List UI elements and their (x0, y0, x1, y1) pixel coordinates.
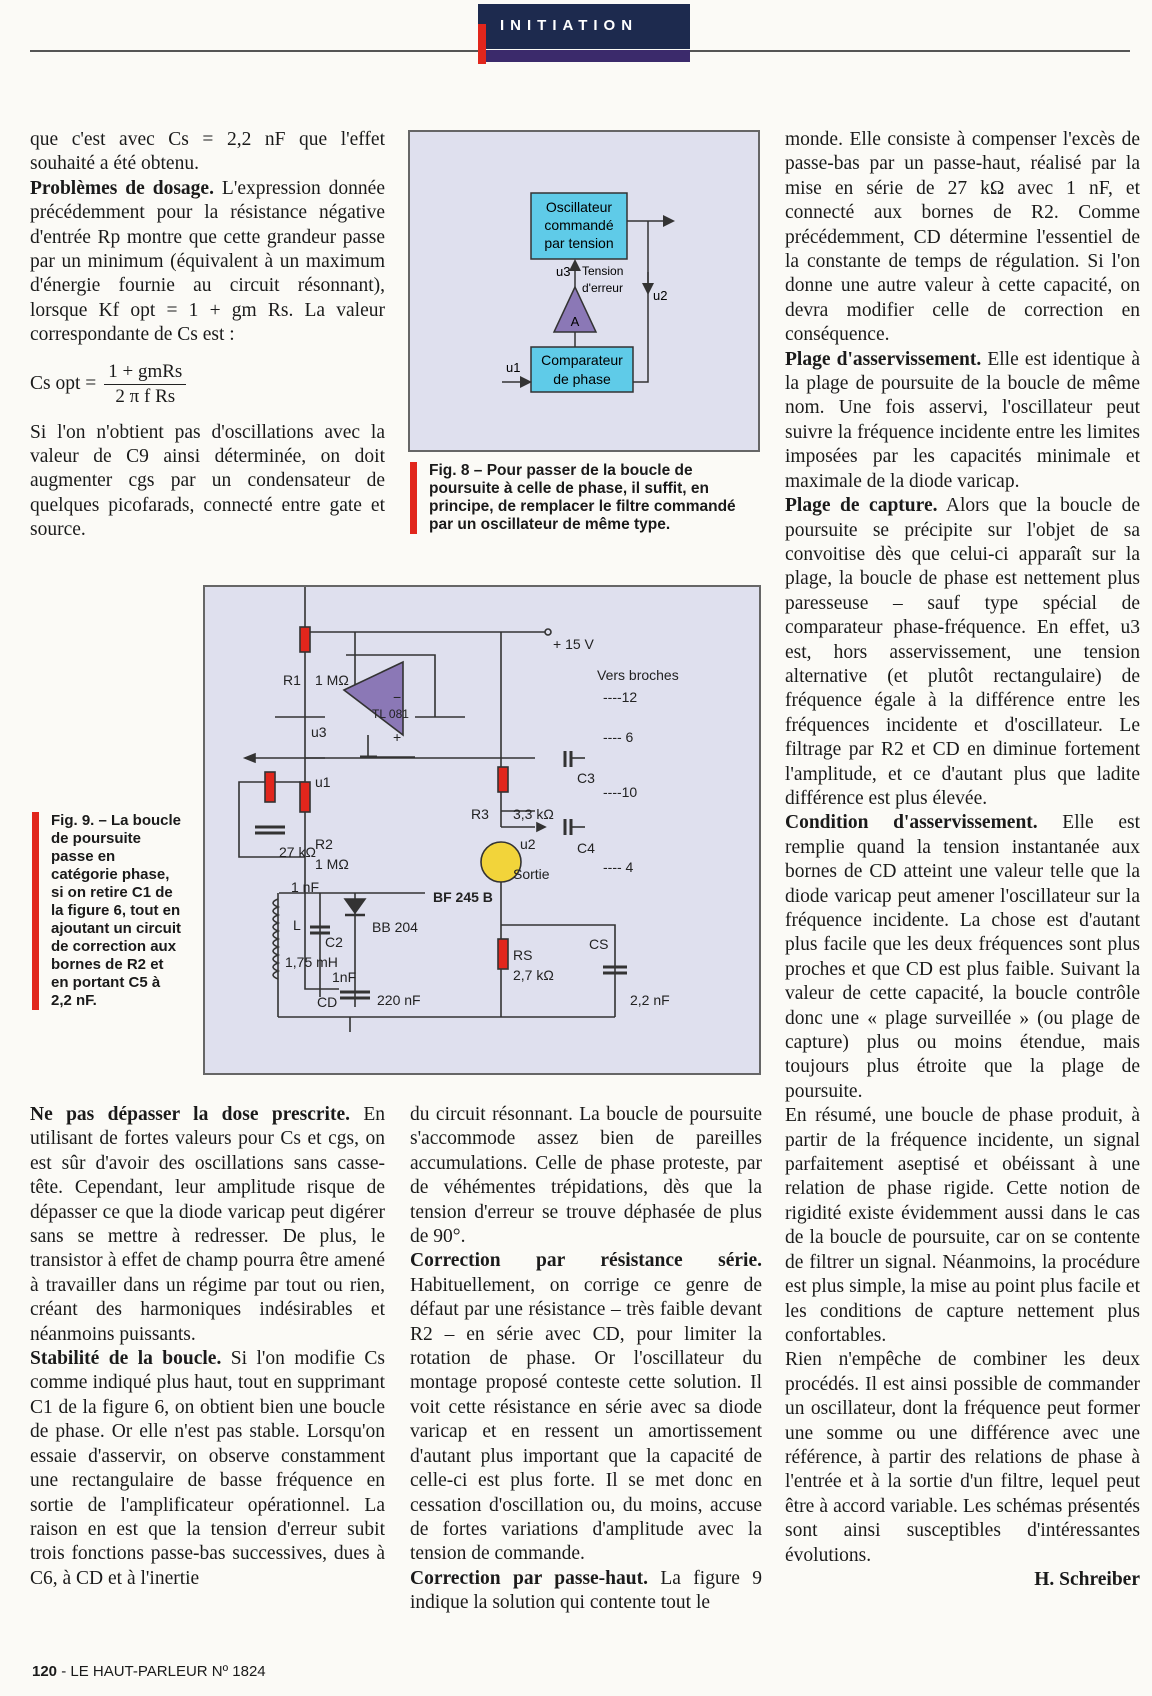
subheading: Condition d'asservissement. (785, 812, 1038, 834)
paragraph-text: Elle est identique à la plage de poursuite de la boucle de même nom. Une fois asservi, l'oscillateur peut suivre la fréquence incidente entre les limites imposées par les capacités minimale et maximale de la diode varicap. (785, 348, 1140, 492)
paragraph: Rien n'empêche de combiner les deux procédés. Il est ainsi possible de commander un oscillateur, dont la fréquence peut former une somme ou une différence avec une référence, à partir des relations de phase à l'entrée et à la sortie d'un filtre, lequel peut être à accord variable. Les schémas présentés sont ainsi susceptibles d'intéressantes évolutions. (785, 1349, 1140, 1566)
subheading: Problèmes de dosage. (30, 177, 214, 199)
formula (30, 360, 385, 409)
cd-label: CD (317, 994, 338, 1010)
page-footer (32, 1663, 266, 1680)
subheading: Ne pas dépasser la dose prescrite. (30, 1104, 350, 1125)
sortie-label: Sortie (513, 866, 550, 882)
pin-12-label: ----12 (603, 689, 638, 705)
opamp-plus: + (393, 729, 402, 745)
r2-value: 1 MΩ (315, 856, 349, 872)
amplifier-label: A (570, 314, 580, 329)
u3-label: u3 (311, 724, 327, 740)
supply-label: + 15 V (553, 636, 594, 652)
paragraph (410, 1249, 762, 1566)
formula-denominator: 2 π f Rs (115, 385, 176, 407)
cd-value: 220 nF (377, 992, 421, 1008)
figure-8 (408, 130, 760, 452)
r3-label: R3 (471, 806, 489, 822)
paragraph (785, 348, 1140, 494)
page-number: 120 (32, 1663, 58, 1680)
l-value: 1,75 mH (285, 954, 338, 970)
c2-value: 1nF (332, 969, 357, 985)
diode-label: BB 204 (372, 919, 418, 935)
opamp-minus: − (393, 689, 402, 705)
left-top-column (30, 128, 385, 543)
comparator-label: Comparateur (541, 352, 623, 368)
r3-value: 3,3 kΩ (513, 806, 554, 822)
formula-numerator: 1 + gmRs (104, 360, 186, 385)
r2-label: R2 (315, 836, 333, 852)
r1-label: R1 (283, 672, 301, 688)
resistor-r2 (300, 782, 310, 812)
vco-label: commandé (544, 217, 614, 233)
bottom-left-column (30, 1103, 385, 1591)
rs-value: 2,7 kΩ (513, 967, 554, 983)
figure-9 (203, 585, 761, 1075)
paragraph-text: La figure 9 indique la solution qui contente tout le (410, 1567, 762, 1614)
paragraph (30, 1103, 385, 1347)
u3-label: u3 (556, 264, 571, 279)
fig9-circuit (205, 587, 759, 1073)
cs-value: 2,2 nF (630, 992, 670, 1008)
paragraph (410, 1567, 762, 1616)
paragraph: que c'est avec Cs = 2,2 nF que l'effet souhaité a été obtenu. (30, 129, 385, 175)
subheading: Correction par résistance série. (410, 1250, 762, 1272)
c-1nf-label: 1 nF (291, 879, 320, 895)
c2-label: C2 (325, 934, 343, 950)
cs-label: CS (589, 936, 609, 952)
paragraph: Si l'on n'obtient pas d'oscillations avec la valeur de C9 ainsi déterminée, on doit augmenter cgs par un condensateur de quelques picofarads, connecté entre gate et source. (30, 421, 385, 541)
formula-fraction (104, 360, 186, 409)
u1-arrow (245, 754, 255, 762)
paragraph-text: Habituellement, on corrige ce genre de défaut par une résistance – très faible devant R2 – en série avec CD, pour limiter la rotation de phase. Or l'oscillateur du montage proposé conteste cette solution. Il voit cette résistance en série avec sa diode varicap et en ressent un amortissement d'autant plus important que la capacité de celle-ci est plus forte. Il se met donc en cessation d'oscillation ou, du moins, accuse de fortes variations d'amplitude avec la tension de commande. (410, 1274, 762, 1565)
subheading: Correction par passe-haut. (410, 1567, 648, 1589)
pin-6-label: ---- 6 (603, 729, 634, 745)
vco-label: par tension (544, 235, 614, 251)
paragraph-text: Si l'on modifie Cs comme indiqué plus haut, tout en supprimant C1 de la figure 6, on obtient bien une boucle de phase. Or elle n'est pas stable. Lorsqu'on essaie d'asservir, on observe constamment une rectangulaire de basse fréquence en sortie de l'amplificateur opérationnel. La raison en est que la tension d'erreur subit trois fonctions passe-bas successives, dues à C6, à CD et à l'inertie (30, 1348, 385, 1589)
paragraph (30, 1347, 385, 1591)
r1-value: 1 MΩ (315, 672, 349, 688)
fig9-caption: Fig. 9. – La boucle de poursuite passe en catégorie phase, si on retire C1 de la figure 6, tout en ajoutant un circuit de correction aux bornes de R2 et en portant C5 à 2,2 nF. (32, 812, 184, 1010)
header-rule-left (30, 50, 480, 52)
l-label: L (293, 917, 301, 933)
output-arrow (537, 823, 545, 831)
bottom-middle-column (410, 1103, 762, 1616)
resistor-rs (498, 939, 508, 969)
publication-name: - LE HAUT-PARLEUR Nº 1824 (57, 1663, 266, 1680)
resistor-27k (265, 772, 275, 802)
formula-lhs: Cs opt = (30, 372, 97, 394)
subheading: Plage d'asservissement. (785, 348, 982, 370)
comparator-label: de phase (553, 371, 611, 387)
u1-label: u1 (315, 774, 331, 790)
header-purple-bar (486, 50, 690, 62)
subheading: Stabilité de la boucle. (30, 1348, 222, 1370)
paragraph (30, 177, 385, 348)
section-header: INITIATION (478, 4, 690, 49)
paragraph: monde. Elle consiste à compenser l'excès de passe-bas par un passe-haut, réalisé par la mise en série de 27 kΩ avec 1 nF, et connecté aux bornes de R2. Comme précédemment, CD détermine l'essentiel de la constante de temps de régulation. Si l'on donne une autre valeur à cette capacité, on devra modifier celle de correction en conséquence. (785, 129, 1140, 346)
pin-10-label: ----10 (603, 784, 638, 800)
u2-label: u2 (520, 836, 536, 852)
paragraph-text: L'expression donnée précédemment pour la résistance négative d'entrée Rp montre que cette grandeur passe par un minimum (équivalent à un maximum d'énergie fournie au circuit résonnant), lorsque Kf opt = 1 + gm Rs. La valeur correspondante de Cs est : (30, 177, 385, 346)
paragraph-text: Elle est remplie quand la tension instantanée aux bornes de CD atteint une valeur telle que la diode varicap peut amener l'oscillateur sur la fréquence incidente. La chose est d'autant plus facile que les deux fréquences sont plus proches et que CD est plus faible. Suivant la valeur de cette capacité, la boucle contrôle donc une « plage surveillée » (ou plage de capture) plus ou moins étendue, mais toujours plus étroite que la plage de poursuite. (785, 812, 1140, 1102)
paragraph (785, 811, 1140, 1104)
u1-label: u1 (506, 360, 521, 375)
rs-label: RS (513, 947, 533, 963)
fet-label: BF 245 B (433, 889, 493, 905)
c4-label: C4 (577, 840, 595, 856)
u2-label: u2 (653, 288, 668, 303)
right-column (785, 128, 1140, 1592)
paragraph-text: Alors que la boucle de poursuite se précipite sur l'objet de sa convoitise dès que celui-ci apparaît sur la plage, la boucle de phase est nettement plus paresseuse – sauf type spécial de comparateur phase-fréquence. En effet, u3 est, hors asservissement, une tension alternative (et plutôt rectangulaire) de fréquence égale à la différence entre les fréquences incidente et d'oscillateur. Le filtrage par R2 et CD en diminue fortement l'amplitude, et ce d'autant plus que ladite différence est plus élevée. (785, 495, 1140, 809)
author-signature: H. Schreiber (1034, 1568, 1140, 1590)
resistor-r1 (300, 627, 310, 652)
error-label: Tension (582, 264, 624, 278)
pin-4-label: ---- 4 (603, 859, 634, 875)
header-red-bar (478, 24, 486, 64)
vco-label: Oscillateur (545, 199, 613, 215)
paragraph: du circuit résonnant. La boucle de poursuite s'accommode assez bien de pareilles accumulations. Celle de phase proteste, par de véhémentes trépidations, dès que la tension d'erreur se trouve déphasée de plus de 90°. (410, 1104, 762, 1248)
paragraph-text: En utilisant de fortes valeurs pour Cs et cgs, on est sûr d'avoir des oscillations sans casse-tête. Cependant, leur amplitude risque de dépasser ce que la diode varicap peut digérer sans se mettre à redresser. De plus, le transistor à effet de champ pourra être amené à travailler dans un régime par tout ou rien, créant des harmoniques indésirables et néanmoins puissants. (30, 1104, 385, 1345)
subheading: Plage de capture. (785, 495, 938, 517)
paragraph: En résumé, une boucle de phase produit, à partir de la fréquence incidente, un signal parfaitement aseptisé et obéissant à une relation de phase rigide. Cette notion de rigidité existe évidemment aussi dans le cas de la boucle de poursuite, car on se contente de filtrer un signal. Néanmoins, la procédure est plus simple, la mise au point plus facile et les conditions de capture nettement plus confortables. (785, 1105, 1140, 1346)
opamp-label: TL 081 (372, 707, 409, 721)
r27k-value: 27 kΩ (279, 844, 316, 860)
fig8-diagram (410, 132, 758, 450)
c3-label: C3 (577, 770, 595, 786)
paragraph (785, 494, 1140, 811)
fig8-caption: Fig. 8 – Pour passer de la boucle de poursuite à celle de phase, il suffit, en principe, de remplacer le filtre commandé par un oscillateur de même type. (410, 462, 755, 534)
vers-broches-label: Vers broches (597, 667, 679, 683)
resistor-r3 (498, 767, 508, 792)
header-rule-right (690, 50, 1130, 52)
error-label: d'erreur (582, 281, 623, 295)
varicap-diode (345, 899, 365, 913)
